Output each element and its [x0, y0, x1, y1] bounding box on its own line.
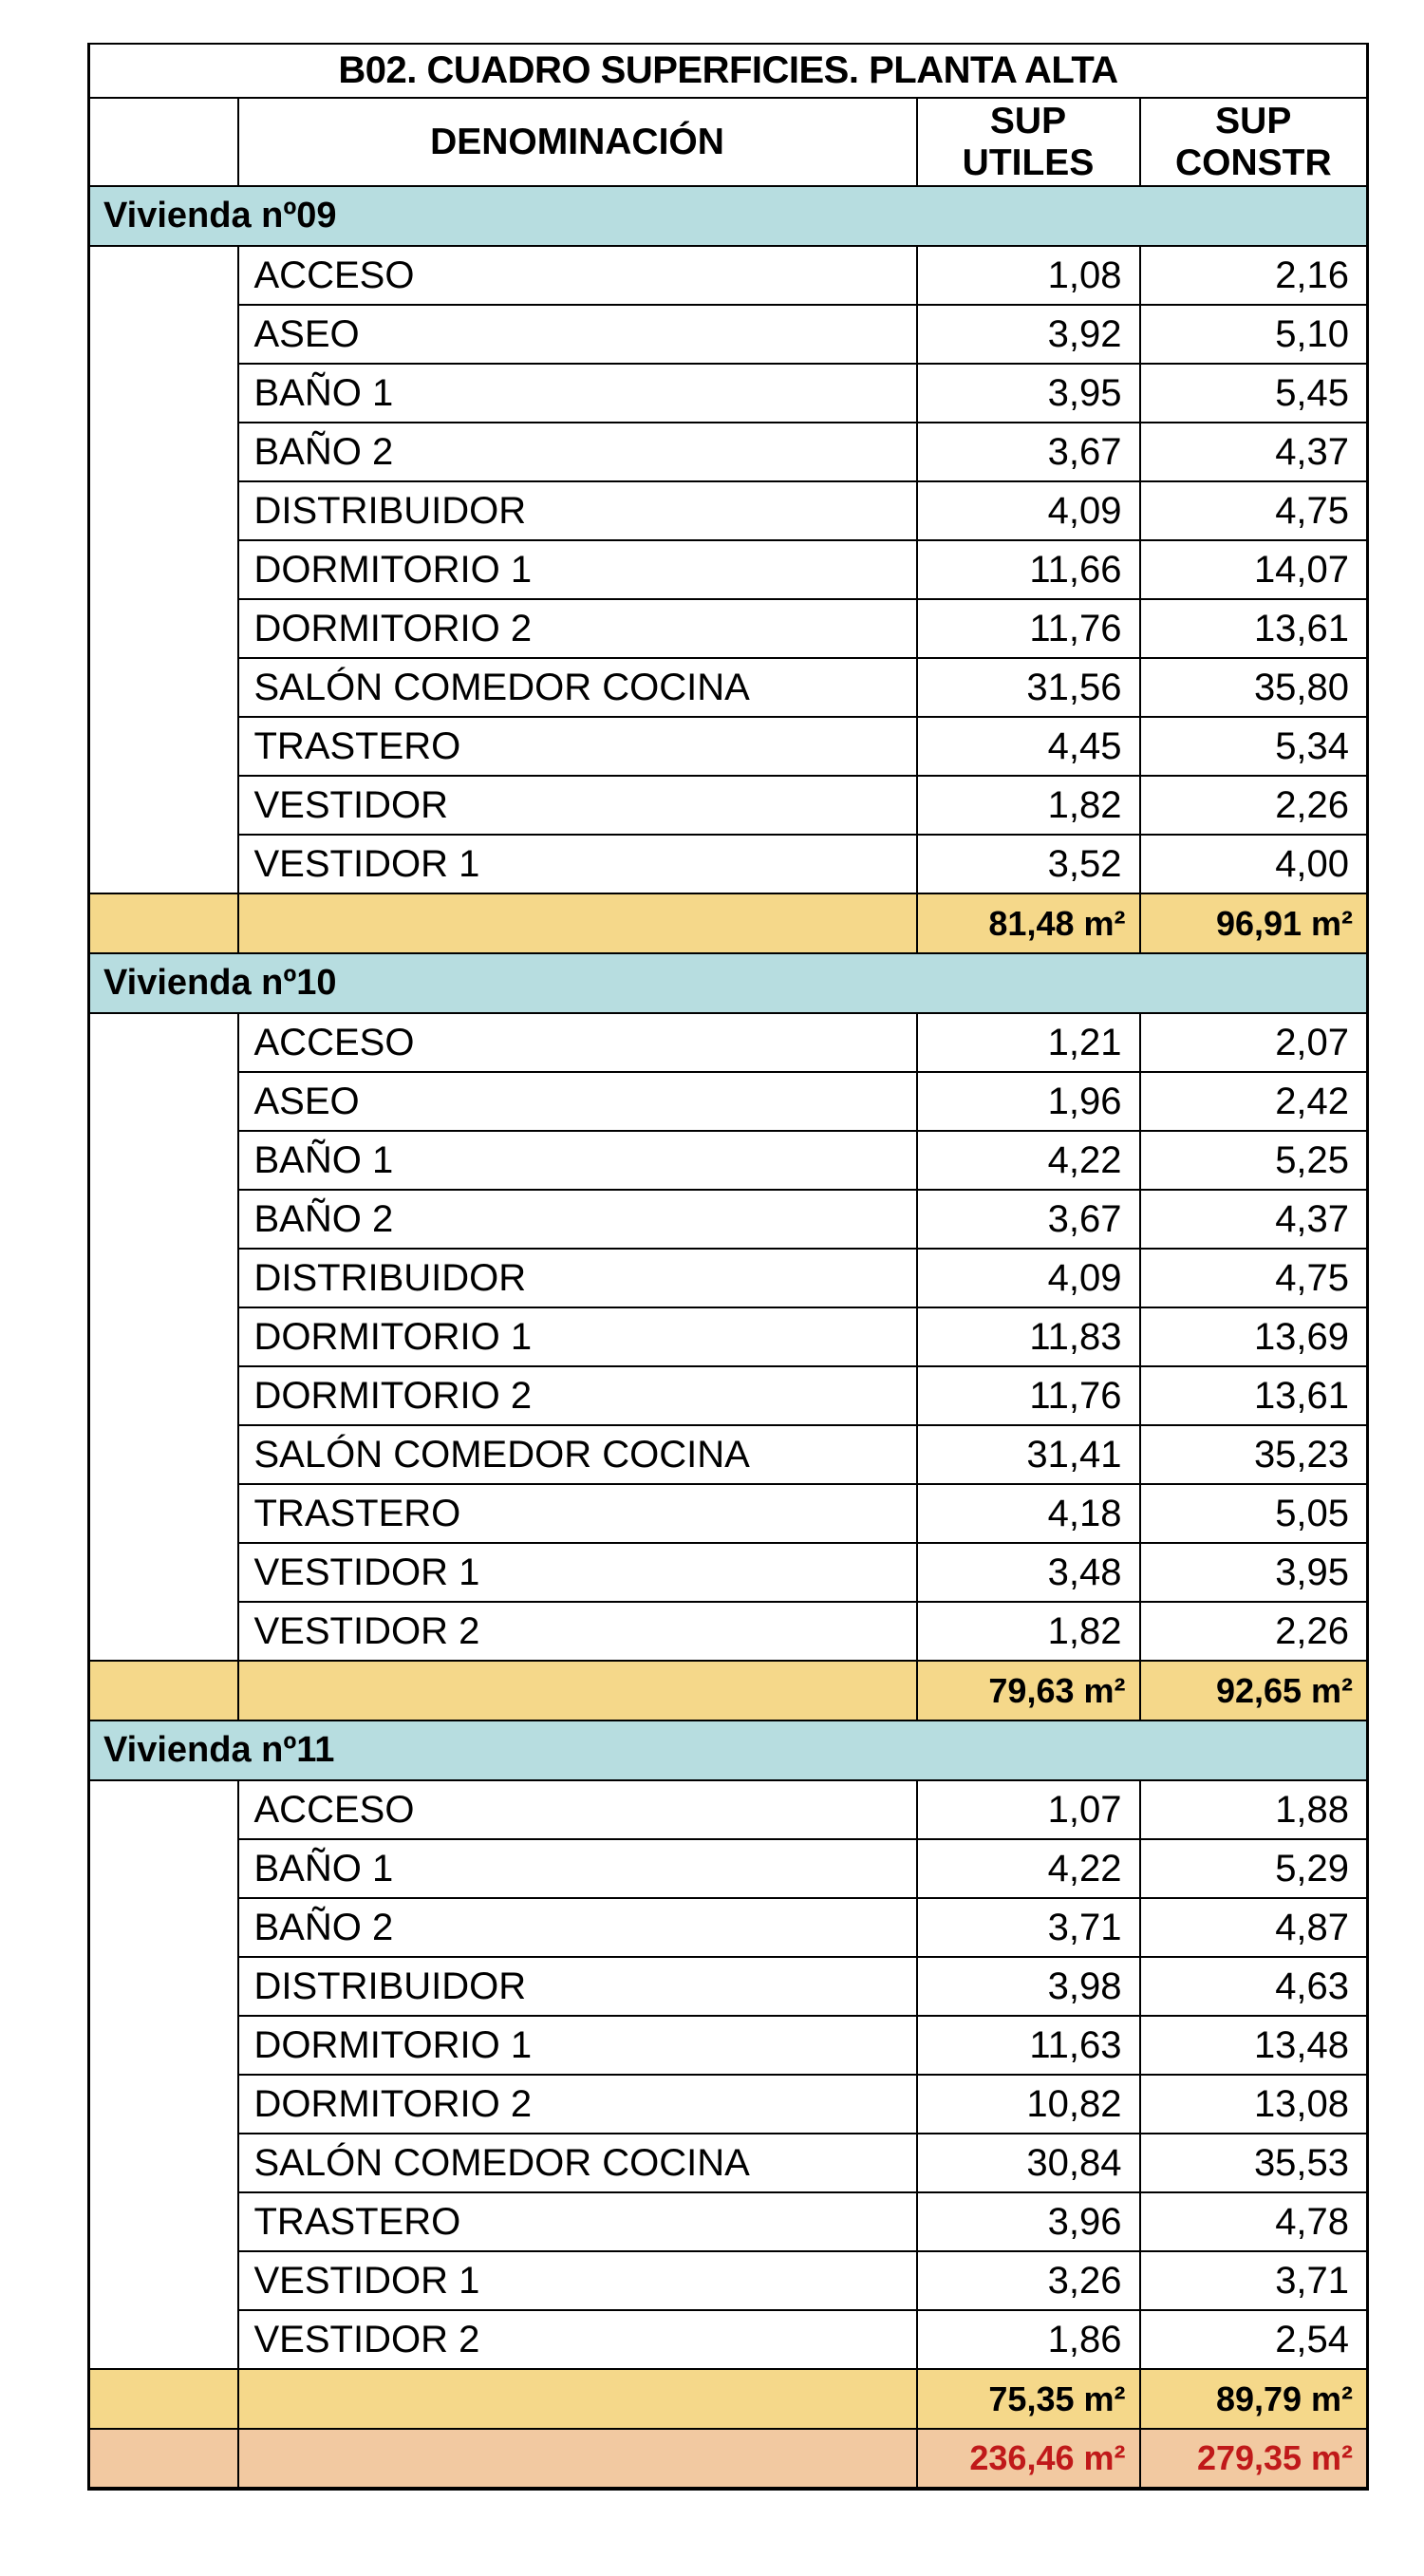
subtotal-built: 96,91 m² — [1140, 893, 1368, 953]
column-header-sup-constr — [1140, 98, 1368, 186]
room-name-cell: TRASTERO — [238, 717, 917, 776]
useful-area-cell: 11,63 — [917, 2016, 1140, 2075]
table-row — [89, 2016, 1368, 2075]
indent-cell — [89, 2192, 238, 2251]
group-label: Vivienda nº09 — [89, 186, 1368, 246]
room-name-cell: DORMITORIO 2 — [238, 2075, 917, 2134]
indent-cell — [89, 481, 238, 540]
indent-cell — [89, 2310, 238, 2369]
room-name-cell: BAÑO 2 — [238, 1190, 917, 1249]
table-row — [89, 2251, 1368, 2310]
useful-area-cell: 4,22 — [917, 1131, 1140, 1190]
built-area-cell: 5,34 — [1140, 717, 1368, 776]
room-name-cell: SALÓN COMEDOR COCINA — [238, 2134, 917, 2192]
header-sup-constr-line2: CONSTR — [1174, 141, 1332, 183]
table-row — [89, 658, 1368, 717]
indent-cell — [89, 1425, 238, 1484]
useful-area-cell: 11,83 — [917, 1307, 1140, 1366]
table-row — [89, 1425, 1368, 1484]
built-area-cell: 5,25 — [1140, 1131, 1368, 1190]
indent-cell — [89, 835, 238, 893]
room-name-cell: DORMITORIO 1 — [238, 2016, 917, 2075]
useful-area-cell: 3,67 — [917, 423, 1140, 481]
column-header-sup-utiles — [917, 98, 1140, 186]
indent-cell — [89, 1839, 238, 1898]
room-name-cell: TRASTERO — [238, 2192, 917, 2251]
room-name-cell: DORMITORIO 2 — [238, 1366, 917, 1425]
useful-area-cell: 3,92 — [917, 305, 1140, 364]
room-name-cell: BAÑO 1 — [238, 364, 917, 423]
table-row — [89, 2310, 1368, 2369]
useful-area-cell: 3,67 — [917, 1190, 1140, 1249]
built-area-cell: 13,48 — [1140, 2016, 1368, 2075]
table-title-row — [89, 44, 1368, 98]
indent-cell — [89, 1543, 238, 1602]
useful-area-cell: 3,98 — [917, 1957, 1140, 2016]
useful-area-cell: 1,86 — [917, 2310, 1140, 2369]
table-row — [89, 1190, 1368, 1249]
built-area-cell: 35,23 — [1140, 1425, 1368, 1484]
room-name-cell: ACCESO — [238, 1013, 917, 1072]
built-area-cell: 5,10 — [1140, 305, 1368, 364]
built-area-cell: 4,63 — [1140, 1957, 1368, 2016]
indent-cell — [89, 1131, 238, 1190]
built-area-cell: 35,80 — [1140, 658, 1368, 717]
room-name-cell: BAÑO 1 — [238, 1839, 917, 1898]
indent-cell — [89, 776, 238, 835]
table-row — [89, 1957, 1368, 2016]
built-area-cell: 4,37 — [1140, 1190, 1368, 1249]
table-row — [89, 481, 1368, 540]
table-row — [89, 364, 1368, 423]
room-name-cell: DORMITORIO 1 — [238, 1307, 917, 1366]
subtotal-label-cell — [238, 893, 917, 953]
table-row — [89, 1131, 1368, 1190]
built-area-cell: 2,16 — [1140, 246, 1368, 305]
table-title: B02. CUADRO SUPERFICIES. PLANTA ALTA — [89, 44, 1368, 98]
built-area-cell: 2,26 — [1140, 1602, 1368, 1661]
group-label: Vivienda nº11 — [89, 1720, 1368, 1780]
total-built: 279,35 m² — [1140, 2429, 1368, 2489]
header-sup-utiles-line1: SUP — [989, 100, 1067, 141]
useful-area-cell: 1,21 — [917, 1013, 1140, 1072]
table-row — [89, 2134, 1368, 2192]
table-row — [89, 423, 1368, 481]
group-header-row — [89, 953, 1368, 1013]
built-area-cell: 4,75 — [1140, 481, 1368, 540]
subtotal-blank-cell — [89, 893, 238, 953]
room-name-cell: VESTIDOR 1 — [238, 835, 917, 893]
useful-area-cell: 1,96 — [917, 1072, 1140, 1131]
built-area-cell: 5,29 — [1140, 1839, 1368, 1898]
table-row — [89, 717, 1368, 776]
built-area-cell: 14,07 — [1140, 540, 1368, 599]
indent-cell — [89, 305, 238, 364]
room-name-cell: SALÓN COMEDOR COCINA — [238, 658, 917, 717]
built-area-cell: 4,00 — [1140, 835, 1368, 893]
room-name-cell: DISTRIBUIDOR — [238, 481, 917, 540]
indent-cell — [89, 2016, 238, 2075]
room-name-cell: ACCESO — [238, 246, 917, 305]
room-name-cell: ASEO — [238, 305, 917, 364]
table-row — [89, 2075, 1368, 2134]
room-name-cell: VESTIDOR — [238, 776, 917, 835]
subtotal-useful: 79,63 m² — [917, 1661, 1140, 1720]
indent-cell — [89, 1307, 238, 1366]
useful-area-cell: 11,76 — [917, 599, 1140, 658]
indent-cell — [89, 1602, 238, 1661]
indent-cell — [89, 364, 238, 423]
header-sup-utiles-line2: UTILES — [962, 141, 1095, 183]
room-name-cell: VESTIDOR 2 — [238, 2310, 917, 2369]
room-name-cell: BAÑO 2 — [238, 1898, 917, 1957]
blank-header-cell — [89, 98, 238, 186]
built-area-cell: 13,69 — [1140, 1307, 1368, 1366]
useful-area-cell: 3,95 — [917, 364, 1140, 423]
subtotal-built: 89,79 m² — [1140, 2369, 1368, 2429]
useful-area-cell: 31,41 — [917, 1425, 1140, 1484]
built-area-cell: 13,08 — [1140, 2075, 1368, 2134]
useful-area-cell: 3,52 — [917, 835, 1140, 893]
column-header-denominacion: DENOMINACIÓN — [238, 98, 917, 186]
room-name-cell: BAÑO 2 — [238, 423, 917, 481]
table-row — [89, 1602, 1368, 1661]
built-area-cell: 3,95 — [1140, 1543, 1368, 1602]
subtotal-blank-cell — [89, 2369, 238, 2429]
total-blank-cell — [89, 2429, 238, 2489]
indent-cell — [89, 246, 238, 305]
table-row — [89, 1839, 1368, 1898]
built-area-cell: 2,26 — [1140, 776, 1368, 835]
built-area-cell: 5,05 — [1140, 1484, 1368, 1543]
built-area-cell: 4,78 — [1140, 2192, 1368, 2251]
useful-area-cell: 1,82 — [917, 1602, 1140, 1661]
indent-cell — [89, 1013, 238, 1072]
room-name-cell: VESTIDOR 1 — [238, 2251, 917, 2310]
built-area-cell: 3,71 — [1140, 2251, 1368, 2310]
table-row — [89, 776, 1368, 835]
useful-area-cell: 3,96 — [917, 2192, 1140, 2251]
room-name-cell: DISTRIBUIDOR — [238, 1957, 917, 2016]
table-row — [89, 599, 1368, 658]
built-area-cell: 2,42 — [1140, 1072, 1368, 1131]
indent-cell — [89, 423, 238, 481]
useful-area-cell: 30,84 — [917, 2134, 1140, 2192]
subtotal-label-cell — [238, 2369, 917, 2429]
table-row — [89, 2192, 1368, 2251]
useful-area-cell: 1,08 — [917, 246, 1140, 305]
built-area-cell: 35,53 — [1140, 2134, 1368, 2192]
useful-area-cell: 3,71 — [917, 1898, 1140, 1957]
table-row — [89, 1249, 1368, 1307]
useful-area-cell: 11,66 — [917, 540, 1140, 599]
subtotal-row — [89, 1661, 1368, 1720]
room-name-cell: TRASTERO — [238, 1484, 917, 1543]
useful-area-cell: 4,22 — [917, 1839, 1140, 1898]
built-area-cell: 5,45 — [1140, 364, 1368, 423]
useful-area-cell: 4,09 — [917, 1249, 1140, 1307]
surface-table — [87, 43, 1369, 2491]
built-area-cell: 13,61 — [1140, 1366, 1368, 1425]
indent-cell — [89, 1249, 238, 1307]
room-name-cell: DORMITORIO 2 — [238, 599, 917, 658]
indent-cell — [89, 717, 238, 776]
built-area-cell: 4,75 — [1140, 1249, 1368, 1307]
room-name-cell: BAÑO 1 — [238, 1131, 917, 1190]
room-name-cell: SALÓN COMEDOR COCINA — [238, 1425, 917, 1484]
indent-cell — [89, 2251, 238, 2310]
useful-area-cell: 31,56 — [917, 658, 1140, 717]
indent-cell — [89, 1366, 238, 1425]
total-label-cell — [238, 2429, 917, 2489]
indent-cell — [89, 1190, 238, 1249]
subtotal-row — [89, 893, 1368, 953]
built-area-cell: 2,07 — [1140, 1013, 1368, 1072]
room-name-cell: DISTRIBUIDOR — [238, 1249, 917, 1307]
built-area-cell: 1,88 — [1140, 1780, 1368, 1839]
table-row — [89, 835, 1368, 893]
indent-cell — [89, 1072, 238, 1131]
group-header-row — [89, 186, 1368, 246]
built-area-cell: 4,87 — [1140, 1898, 1368, 1957]
indent-cell — [89, 1898, 238, 1957]
header-sup-constr-line1: SUP — [1215, 100, 1292, 141]
room-name-cell: ACCESO — [238, 1780, 917, 1839]
indent-cell — [89, 2134, 238, 2192]
table-row — [89, 246, 1368, 305]
room-name-cell: VESTIDOR 2 — [238, 1602, 917, 1661]
table-row — [89, 305, 1368, 364]
table-row — [89, 1307, 1368, 1366]
useful-area-cell: 1,07 — [917, 1780, 1140, 1839]
useful-area-cell: 4,09 — [917, 481, 1140, 540]
column-header-row — [89, 98, 1368, 186]
useful-area-cell: 4,45 — [917, 717, 1140, 776]
table-row — [89, 1366, 1368, 1425]
table-row — [89, 1780, 1368, 1839]
room-name-cell: VESTIDOR 1 — [238, 1543, 917, 1602]
group-label: Vivienda nº10 — [89, 953, 1368, 1013]
useful-area-cell: 10,82 — [917, 2075, 1140, 2134]
subtotal-useful: 75,35 m² — [917, 2369, 1140, 2429]
useful-area-cell: 3,26 — [917, 2251, 1140, 2310]
indent-cell — [89, 599, 238, 658]
table-row — [89, 540, 1368, 599]
table-row — [89, 1072, 1368, 1131]
built-area-cell: 13,61 — [1140, 599, 1368, 658]
built-area-cell: 2,54 — [1140, 2310, 1368, 2369]
indent-cell — [89, 1484, 238, 1543]
table-row — [89, 1484, 1368, 1543]
subtotal-blank-cell — [89, 1661, 238, 1720]
subtotal-row — [89, 2369, 1368, 2429]
useful-area-cell: 11,76 — [917, 1366, 1140, 1425]
indent-cell — [89, 658, 238, 717]
table-row — [89, 1898, 1368, 1957]
table-row — [89, 1543, 1368, 1602]
grand-total-row — [89, 2429, 1368, 2489]
useful-area-cell: 1,82 — [917, 776, 1140, 835]
subtotal-label-cell — [238, 1661, 917, 1720]
built-area-cell: 4,37 — [1140, 423, 1368, 481]
room-name-cell: ASEO — [238, 1072, 917, 1131]
indent-cell — [89, 540, 238, 599]
indent-cell — [89, 1957, 238, 2016]
useful-area-cell: 3,48 — [917, 1543, 1140, 1602]
indent-cell — [89, 2075, 238, 2134]
group-header-row — [89, 1720, 1368, 1780]
total-useful: 236,46 m² — [917, 2429, 1140, 2489]
subtotal-built: 92,65 m² — [1140, 1661, 1368, 1720]
indent-cell — [89, 1780, 238, 1839]
table-row — [89, 1013, 1368, 1072]
subtotal-useful: 81,48 m² — [917, 893, 1140, 953]
useful-area-cell: 4,18 — [917, 1484, 1140, 1543]
room-name-cell: DORMITORIO 1 — [238, 540, 917, 599]
